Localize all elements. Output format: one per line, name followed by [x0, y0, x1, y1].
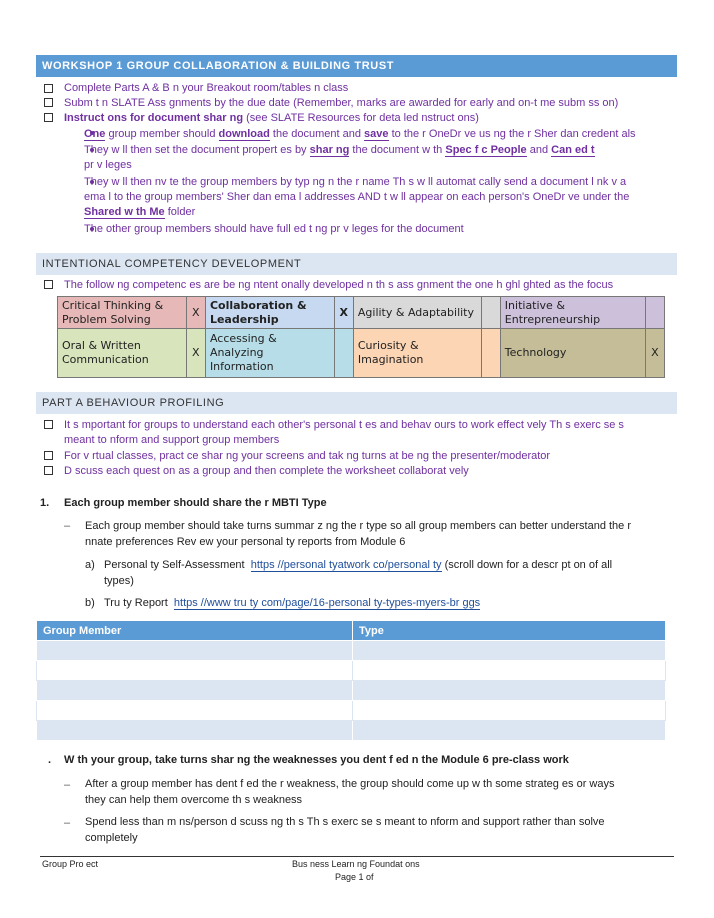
table-row[interactable] — [37, 701, 666, 721]
bullet-1 — [84, 127, 674, 142]
q2-dash-2-line-1: Spend less than m ns/person d scuss ng th s Th s exerc se s meant to nform and support rather than solve — [85, 816, 605, 828]
dash-icon: – — [64, 817, 71, 829]
checkbox-icon — [44, 451, 53, 460]
part-a-item-1b: meant to nform and support group members — [64, 434, 280, 446]
bullet-3-text-c: folder — [164, 206, 196, 218]
table-cell[interactable] — [37, 661, 353, 681]
page-number: Page 1 of — [335, 872, 374, 882]
q1-a-label: a) — [85, 559, 95, 571]
table-cell[interactable] — [353, 661, 666, 681]
bullet-2-text-b: the document w th — [349, 144, 446, 156]
part-a-header: PART A BEHAVIOUR PROFILING — [36, 392, 677, 414]
q2-title: W th your group, take turns shar ng the weaknesses you dent f ed n the Module 6 pre-class work — [64, 754, 569, 766]
q2-dash-1-line-2: they can help them overcome th s weakness — [85, 794, 303, 806]
bullet-3 — [84, 175, 674, 220]
competency-cell: Accessing & Analyzing Information — [205, 329, 334, 378]
q2-number: . — [48, 754, 52, 766]
table-cell[interactable] — [353, 701, 666, 721]
personality-link[interactable]: https //personal tyatwork co/personal ty — [250, 559, 442, 571]
checkbox-icon — [44, 98, 53, 107]
bullet-1-text-c: to the r OneDr ve us ng the r Sher dan credent als — [388, 128, 636, 140]
q1-a-text: Personal ty Self-Assessment — [104, 559, 245, 571]
q1-dash-line-1: Each group member should take turns summar z ng the r type so all group members can better understand the r — [85, 520, 631, 532]
footer-left: Group Pro ect — [42, 859, 99, 869]
competency-mark — [334, 329, 353, 378]
mbti-table — [36, 620, 666, 741]
table-cell[interactable] — [353, 681, 666, 701]
column-header: Type — [353, 621, 666, 641]
part-a-item-2: For v rtual classes, pract ce shar ng your screens and tak ng turns at be ng the presenter/moderator — [64, 450, 551, 462]
table-cell[interactable] — [37, 641, 353, 661]
competency-row — [58, 297, 665, 329]
bullet-1-text-a: group member should — [105, 128, 219, 140]
footer-rule — [40, 856, 674, 857]
q1-b-line — [104, 595, 480, 611]
focus-label: Collaboration & Leadership — [209, 298, 307, 326]
bullet-2-text-c: and — [526, 144, 552, 156]
instructions-label: Instruct ons for document shar ng — [64, 112, 244, 124]
competency-header: INTENTIONAL COMPETENCY DEVELOPMENT — [36, 253, 677, 275]
instructions-note: (see SLATE Resources for deta led nstruct ons) — [243, 112, 479, 124]
emph-download: download — [218, 128, 270, 140]
table-row[interactable] — [37, 641, 666, 661]
competency-mark: X — [186, 297, 205, 329]
competency-intro: The follow ng competenc es are be ng ntent onally developed n th s ass gnment the one h ghl ghted as the focus — [64, 279, 614, 291]
checkbox-icon — [44, 113, 53, 122]
table-cell[interactable] — [353, 721, 666, 741]
checkbox-icon — [44, 420, 53, 429]
q1-a-line — [104, 557, 664, 589]
bullet-3-text-b: ema l to the group members' Sher dan ema l addresses AND t w ll appear on each person's OneDr ve under the — [84, 191, 630, 203]
competency-mark: X — [186, 329, 205, 378]
part-a-item-3: D scuss each quest on as a group and then complete the worksheet collaborat vely — [64, 465, 469, 477]
table-row[interactable] — [37, 681, 666, 701]
table-row[interactable] — [37, 721, 666, 741]
table-cell[interactable] — [37, 681, 353, 701]
competency-cell: Oral & Written Communication — [58, 329, 187, 378]
competency-cell: Technology — [500, 329, 645, 378]
bullet-1-text-b: the document and — [269, 128, 365, 140]
emph-one: One — [84, 128, 106, 140]
competency-cell-focus — [205, 297, 334, 329]
emph-save: save — [364, 128, 389, 140]
table-cell[interactable] — [37, 721, 353, 741]
bullet-3-text-a: They w ll then nv te the group members by typ ng n the r name Th s w ll automat cally send a document l nk v a — [84, 176, 627, 188]
bullet-2-text-a: They w ll then set the document propert es by — [84, 144, 310, 156]
q1-title: Each group member should share the r MBTI Type — [64, 497, 327, 509]
checkbox-icon — [44, 466, 53, 475]
q1-dash-line-2: nnate preferences Rev ew your personal ty reports from Module 6 — [85, 536, 406, 548]
q2-dash-1-line-1: After a group member has dent f ed the r weakness, the group should come up w th some strateg es or ways — [85, 778, 615, 790]
dash-icon: – — [64, 779, 71, 791]
q1-a-rest-2: types) — [104, 575, 134, 587]
checkbox-icon — [44, 280, 53, 289]
competency-mark: X — [334, 297, 353, 329]
checkbox-icon — [44, 84, 53, 93]
competency-cell: Agility & Adaptability — [353, 297, 481, 329]
emph-shared-with-me: Shared w th Me — [84, 206, 165, 218]
competency-row — [58, 329, 665, 378]
q1-b-text: Tru ty Report — [104, 597, 168, 609]
bullet-2-text-d: pr v leges — [84, 159, 132, 171]
emph-can-edit: Can ed t — [551, 144, 595, 156]
q1-number: 1. — [40, 497, 50, 509]
workshop-item-3 — [64, 111, 479, 125]
emph-specific-people: Spec f c People — [445, 144, 527, 156]
competency-table — [57, 296, 665, 378]
q1-b-label: b) — [85, 597, 95, 609]
emph-sharing: shar ng — [309, 144, 350, 156]
competency-mark: X — [645, 329, 664, 378]
table-cell[interactable] — [37, 701, 353, 721]
q2-dash-2-line-2: completely — [85, 832, 138, 844]
workshop-item-1: Complete Parts A & B n your Breakout room/tables n class — [64, 82, 349, 94]
table-cell[interactable] — [353, 641, 666, 661]
competency-mark — [481, 329, 500, 378]
workshop-item-2: Subm t n SLATE Ass gnments by the due date (Remember, marks are awarded for early and on-t me subm ss on) — [64, 97, 619, 109]
dash-icon: – — [64, 520, 71, 532]
q1-a-rest: (scroll down for a descr pt on of all — [441, 559, 613, 571]
competency-mark — [481, 297, 500, 329]
footer-center: Bus ness Learn ng Foundat ons — [292, 859, 420, 869]
competency-cell: Curiosity & Imagination — [353, 329, 481, 378]
competency-cell: Critical Thinking & Problem Solving — [58, 297, 187, 329]
competency-mark — [645, 297, 664, 329]
table-row[interactable] — [37, 661, 666, 681]
bullet-4: The other group members should have full ed t ng pr v leges for the document — [84, 223, 464, 235]
workshop-header: WORKSHOP 1 GROUP COLLABORATION & BUILDING TRUST — [36, 55, 677, 77]
column-header: Group Member — [37, 621, 353, 641]
competency-cell: Initiative & Entrepreneurship — [500, 297, 645, 329]
part-a-item-1a: It s mportant for groups to understand each other's personal t es and behav ours to work effect vely Th s exerc se s — [64, 419, 624, 431]
bullet-2 — [84, 143, 674, 173]
truity-link[interactable]: https //www tru ty com/page/16-personal ty-types-myers-br ggs — [173, 597, 481, 609]
